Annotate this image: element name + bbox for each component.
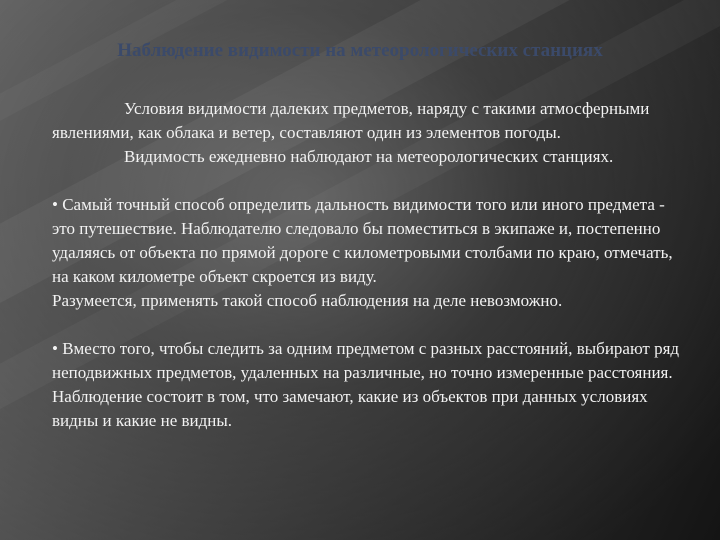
bullet-item: • Самый точный способ определить дальность видимости того или иного предмета - это путешествие. Наблюдателю следовало бы поместиться в экипаже и, постепенно удаляясь от объекта по прямой дороге с километровыми столбами по краю, отмечать, на каком километре объект скроется из виду. xyxy=(52,195,673,286)
intro-paragraph: Условия видимости далеких предметов, наряду с такими атмосферными явлениями, как облака и ветер, составляют один из элементов погоды. xyxy=(52,99,650,142)
slide-body xyxy=(52,97,692,433)
intro-paragraph: Видимость ежедневно наблюдают на метеорологических станциях. xyxy=(124,147,614,166)
bullet-item: • Вместо того, чтобы следить за одним предметом с разных расстояний, выбирают ряд неподвижных предметов, удаленных на различные, но точно измеренные расстояния. Наблюдение состоит в том, что замечают, какие из объектов при данных условиях видны и какие не видны. xyxy=(52,339,680,430)
bullet-followup: Разумеется, применять такой способ наблюдения на деле невозможно. xyxy=(52,291,563,310)
slide-title: Наблюдение видимости на метеорологических станциях xyxy=(117,40,603,61)
